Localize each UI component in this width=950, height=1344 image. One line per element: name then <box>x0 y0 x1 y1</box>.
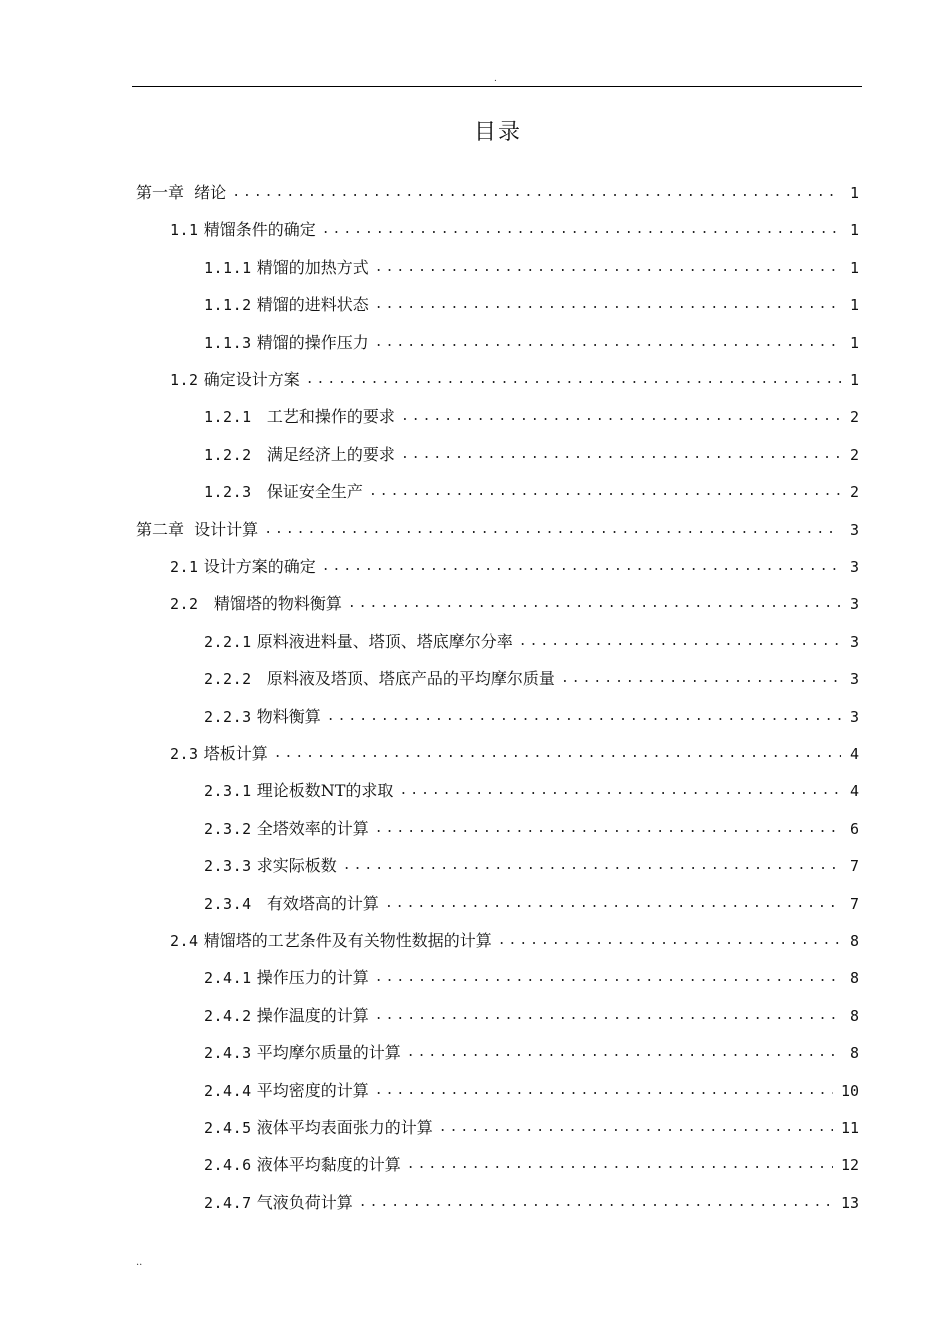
toc-entry-number: 1.1.2 <box>204 296 252 315</box>
toc-entry-number: 2.2.3 <box>204 707 252 726</box>
toc-entry[interactable] <box>204 965 859 991</box>
toc-page-number: 1 <box>849 184 859 202</box>
toc-entry-number: 2.3 <box>170 745 199 763</box>
toc-page-number: 3 <box>849 670 859 689</box>
toc-dot-leader <box>375 816 841 842</box>
toc-entry-text: 塔板计算 <box>203 744 268 763</box>
toc-entry-number: 1.1.1 <box>204 258 252 277</box>
toc-entry[interactable] <box>204 442 859 468</box>
toc-page-number: 10 <box>840 1081 859 1100</box>
toc-page-number: 1 <box>849 296 859 315</box>
toc-page-number: 2 <box>849 445 859 464</box>
toc-entry[interactable] <box>204 1078 859 1104</box>
toc-entry-text: 平均摩尔质量的计算 <box>256 1043 401 1063</box>
toc-entry-number: 2.3.3 <box>204 857 252 876</box>
footer-mark: .. <box>136 1257 143 1268</box>
toc-dot-leader <box>306 367 841 393</box>
toc-entry-label <box>204 1078 369 1104</box>
toc-entry[interactable] <box>204 704 859 730</box>
toc-entry-text: 精馏的加热方式 <box>256 257 369 277</box>
toc-entry-number: 2.1 <box>170 558 199 576</box>
toc-page-number: 3 <box>849 632 859 651</box>
toc-entry-label <box>204 965 369 991</box>
toc-page-number: 11 <box>840 1119 859 1137</box>
toc-entry-label <box>204 1152 401 1178</box>
toc-page-number: 2 <box>849 408 859 427</box>
toc-page-number: 7 <box>849 894 859 913</box>
toc-entry[interactable] <box>170 554 859 580</box>
toc-dot-leader <box>274 741 841 767</box>
toc-entry-number: 1.2.1 <box>204 408 252 427</box>
toc-dot-leader <box>375 255 841 281</box>
toc-entry-text: 气液负荷计算 <box>256 1192 353 1212</box>
toc-dot-leader <box>561 666 841 692</box>
toc-page-number: 6 <box>849 819 859 838</box>
toc-entry-label <box>136 517 258 543</box>
toc-entry-label <box>204 666 555 692</box>
toc-entry-text: 工艺和操作的要求 <box>256 407 395 427</box>
toc-entry-label <box>204 1115 433 1141</box>
toc-entry-text: 第二章 设计计算 <box>136 519 259 539</box>
toc-dot-leader <box>322 217 841 243</box>
toc-entry-number: 1.2.2 <box>204 445 252 464</box>
toc-dot-leader <box>401 404 841 430</box>
toc-dot-leader <box>232 180 841 206</box>
toc-dot-leader <box>401 442 841 468</box>
toc-entry[interactable] <box>204 891 859 917</box>
toc-entry-number: 2.4.7 <box>204 1193 252 1212</box>
toc-entry-text: 满足经济上的要求 <box>256 444 395 464</box>
toc-entry-number: 2.4.4 <box>204 1081 252 1100</box>
toc-entry-number: 2.4.1 <box>204 969 252 988</box>
toc-entry-number: 2.4.5 <box>204 1119 252 1137</box>
toc-entry-label <box>204 479 363 505</box>
toc-entry-text: 保证安全生产 <box>256 482 363 502</box>
toc-entry[interactable] <box>204 853 859 879</box>
toc-entry-number: 2.4.2 <box>204 1006 252 1025</box>
toc-entry-label <box>204 442 395 468</box>
toc-entry-text: 物料衡算 <box>256 706 321 726</box>
toc-entry-number: 2.3.2 <box>204 819 252 838</box>
toc-entry-label <box>204 292 369 318</box>
toc-entry-label <box>204 704 321 730</box>
toc-entry[interactable] <box>204 778 859 804</box>
toc-entry[interactable] <box>204 330 859 356</box>
toc-entry[interactable] <box>170 591 859 617</box>
toc-entry[interactable] <box>204 292 859 318</box>
toc-entry-number: 2.4 <box>170 932 199 950</box>
toc-entry-text: 确定设计方案 <box>203 370 300 389</box>
header-mark: . <box>494 74 497 84</box>
toc-entry-text: 液体平均黏度的计算 <box>256 1155 401 1175</box>
toc-page-number: 7 <box>849 857 859 876</box>
toc-entry-number: 2.2 <box>170 595 199 614</box>
toc-page-number: 1 <box>849 333 859 352</box>
toc-entry-label <box>204 404 395 430</box>
toc-entry[interactable] <box>204 666 859 692</box>
toc-entry-label <box>170 928 492 954</box>
toc-dot-leader <box>369 479 841 505</box>
toc-entry-label <box>204 629 513 655</box>
toc-dot-leader <box>264 517 841 543</box>
toc-entry-text: 有效塔高的计算 <box>256 893 379 913</box>
toc-dot-leader <box>385 891 841 917</box>
toc-entry[interactable] <box>170 367 859 393</box>
toc-entry-number: 2.4.6 <box>204 1156 252 1175</box>
toc-entry-text: 全塔效率的计算 <box>256 818 369 838</box>
toc-entry-label <box>204 816 369 842</box>
toc-entry-label <box>136 180 226 206</box>
toc-dot-leader <box>399 778 841 804</box>
toc-dot-leader <box>407 1040 841 1066</box>
toc-entry-label <box>170 554 316 580</box>
toc-entry-text: 精馏的操作压力 <box>256 332 369 352</box>
toc-dot-leader <box>407 1152 833 1178</box>
toc-entry[interactable] <box>204 1003 859 1029</box>
toc-page-number: 4 <box>849 745 859 763</box>
toc-entry-label <box>204 778 393 804</box>
toc-entry[interactable] <box>204 479 859 505</box>
toc-entry-label <box>204 853 337 879</box>
toc-dot-leader <box>375 965 841 991</box>
toc-entry-text: 求实际板数 <box>256 856 337 876</box>
toc-entry-text: 精馏条件的确定 <box>203 220 316 240</box>
toc-entry-number: 2.4.3 <box>204 1044 252 1063</box>
toc-entry[interactable] <box>204 255 859 281</box>
toc-entry-label <box>170 367 300 393</box>
toc-entry[interactable] <box>170 741 859 767</box>
toc-page-number: 8 <box>849 1044 859 1063</box>
toc-entry-text: 操作温度的计算 <box>256 1005 369 1025</box>
toc-entry-number: 2.2.1 <box>204 632 252 651</box>
toc-page-number: 3 <box>849 707 859 726</box>
toc-entry[interactable] <box>204 1040 859 1066</box>
toc-dot-leader <box>498 928 841 954</box>
toc-entry-label <box>204 1190 353 1216</box>
toc-entry-text: 平均密度的计算 <box>256 1080 369 1100</box>
toc-entry[interactable] <box>170 928 859 954</box>
toc-page-number: 1 <box>849 258 859 277</box>
toc-entry-label <box>170 217 316 243</box>
toc-entry-text: 原料液进料量、塔顶、塔底摩尔分率 <box>256 631 513 651</box>
toc-page-number: 3 <box>849 595 859 614</box>
toc-entry-text: 精馏塔的工艺条件及有关物性数据的计算 <box>203 931 492 950</box>
toc-entry[interactable] <box>204 1152 859 1178</box>
toc-dot-leader <box>375 330 841 356</box>
toc-dot-leader <box>348 591 841 617</box>
toc-entry-text: 操作压力的计算 <box>256 968 369 988</box>
toc-entry-number: 2.3.4 <box>204 894 252 913</box>
toc-entry-text: 原料液及塔顶、塔底产品的平均摩尔质量 <box>256 669 555 689</box>
toc-page-number: 4 <box>849 782 859 801</box>
toc-entry[interactable] <box>204 1115 859 1141</box>
toc-entry-label <box>204 1003 369 1029</box>
toc-entry-text: 理论板数NT的求取 <box>256 781 394 801</box>
toc-page-number: 2 <box>849 483 859 502</box>
toc-entry-label <box>204 330 369 356</box>
toc-entry[interactable] <box>204 1190 859 1216</box>
toc-entry-number: 2.3.1 <box>204 782 252 801</box>
toc-dot-leader <box>375 292 841 318</box>
toc-entry-text: 精馏的进料状态 <box>256 295 369 315</box>
toc-page-number: 8 <box>849 969 859 988</box>
toc-entry-number: 1.2 <box>170 371 199 389</box>
toc-entry-text: 第一章 绪论 <box>136 183 227 202</box>
toc-entry-number: 1.1 <box>170 221 199 240</box>
toc-dot-leader <box>519 629 841 655</box>
toc-dot-leader <box>439 1115 833 1141</box>
toc-page-number: 12 <box>840 1156 859 1175</box>
toc-entry[interactable] <box>204 629 859 655</box>
toc-entry-number: 1.1.3 <box>204 333 252 352</box>
toc-entry-number: 2.2.2 <box>204 670 252 689</box>
toc-entry-text: 设计方案的确定 <box>203 557 316 576</box>
toc-dot-leader <box>327 704 841 730</box>
toc-entry[interactable] <box>204 816 859 842</box>
toc-dot-leader <box>375 1003 841 1029</box>
toc-entry-text: 液体平均表面张力的计算 <box>256 1118 433 1137</box>
toc-page-number: 1 <box>849 221 859 240</box>
toc-entry[interactable] <box>204 404 859 430</box>
toc-entry[interactable] <box>170 217 859 243</box>
toc-page-number: 1 <box>849 371 859 389</box>
toc-entry[interactable] <box>136 180 859 206</box>
toc-page-number: 3 <box>849 558 859 576</box>
page-title: 目录 <box>473 120 522 145</box>
toc-entry-text: 精馏塔的物料衡算 <box>203 594 342 614</box>
toc-dot-leader <box>322 554 841 580</box>
toc-page-number: 8 <box>849 1006 859 1025</box>
toc-entry-number: 1.2.3 <box>204 483 252 502</box>
toc-page-number: 3 <box>849 520 859 539</box>
toc-entry[interactable] <box>136 517 859 543</box>
toc-page-number: 8 <box>849 932 859 950</box>
toc-entry-label <box>204 891 379 917</box>
toc-entry-label <box>204 255 369 281</box>
toc-dot-leader <box>359 1190 833 1216</box>
toc-dot-leader <box>343 853 841 879</box>
toc-entry-label <box>204 1040 401 1066</box>
toc-dot-leader <box>375 1078 833 1104</box>
toc-entry-label <box>170 741 268 767</box>
toc-entry-label <box>170 591 342 617</box>
toc-page-number: 13 <box>840 1193 859 1212</box>
